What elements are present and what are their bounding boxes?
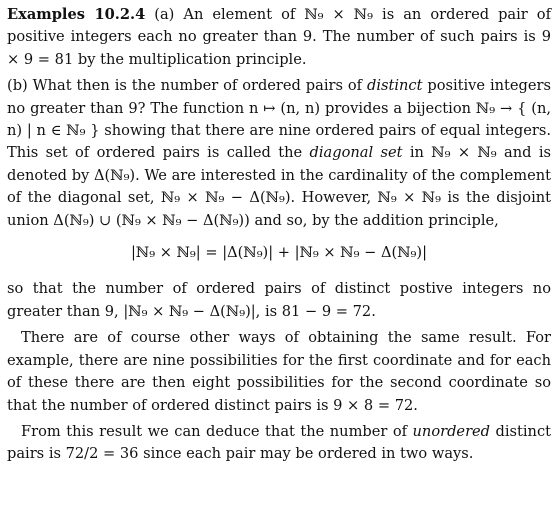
- paragraph-b-text-2: positive integers no greater than 9? The function n ↦ (n, n) provides a bijection ℕ₉ → { (n, n) | n ∈ ℕ₉ } showing that there are nine ordered pairs of equal integers. This set of ordered pairs is called the: [7, 77, 551, 162]
- paragraph-b: [7, 75, 551, 232]
- display-equation: |ℕ₉ × ℕ₉| = |Δ(ℕ₉)| + |ℕ₉ × ℕ₉ − Δ(ℕ₉)|: [130, 244, 428, 262]
- paragraph-e: [7, 421, 551, 466]
- paragraph-c: so that the number of ordered pairs of distinct postive integers no greater than 9, |ℕ₉ × ℕ₉ − Δ(ℕ₉)|, is 81 − 9 = 72.: [7, 280, 551, 320]
- emphasis-distinct: distinct: [366, 77, 423, 95]
- paragraph-d: There are of course other ways of obtaining the same result. For example, there are nine possibilities for the first coordinate and for each of these there are then eight possibilities for the second coordinate so that the number of ordered distinct pairs is 9 × 8 = 72.: [7, 329, 551, 414]
- paragraph-a-text: (a) An element of ℕ₉ × ℕ₉ is an ordered pair of positive integers each no greater than 9. The number of such pairs is 9 × 9 = 81 by the multiplication principle.: [7, 6, 551, 68]
- paragraph-b-text-3: in ℕ₉ × ℕ₉ and is denoted by Δ(ℕ₉). We are interested in the cardinality of the complement of the diagonal set, ℕ₉ × ℕ₉ − Δ(ℕ₉). However, ℕ₉ × ℕ₉ is the disjoint union Δ(ℕ₉) ∪ (ℕ₉ × ℕ₉ − Δ(ℕ₉)) and so, by the addition principle,: [7, 144, 551, 229]
- paragraph-e-text-1: From this result we can deduce that the number of: [21, 422, 413, 440]
- emphasis-diagonal-set: diagonal set: [309, 144, 403, 162]
- emphasis-unordered: unordered: [412, 422, 491, 440]
- paragraph-b-text-1: (b) What then is the number of ordered pairs of: [7, 77, 367, 95]
- paragraph-a: [7, 4, 551, 71]
- paragraph-e-text-2: distinct pairs is 72/2 = 36 since each pair may be ordered in two ways.: [7, 422, 551, 463]
- document-page: [7, 4, 551, 466]
- example-heading: Examples 10.2.4: [7, 6, 146, 23]
